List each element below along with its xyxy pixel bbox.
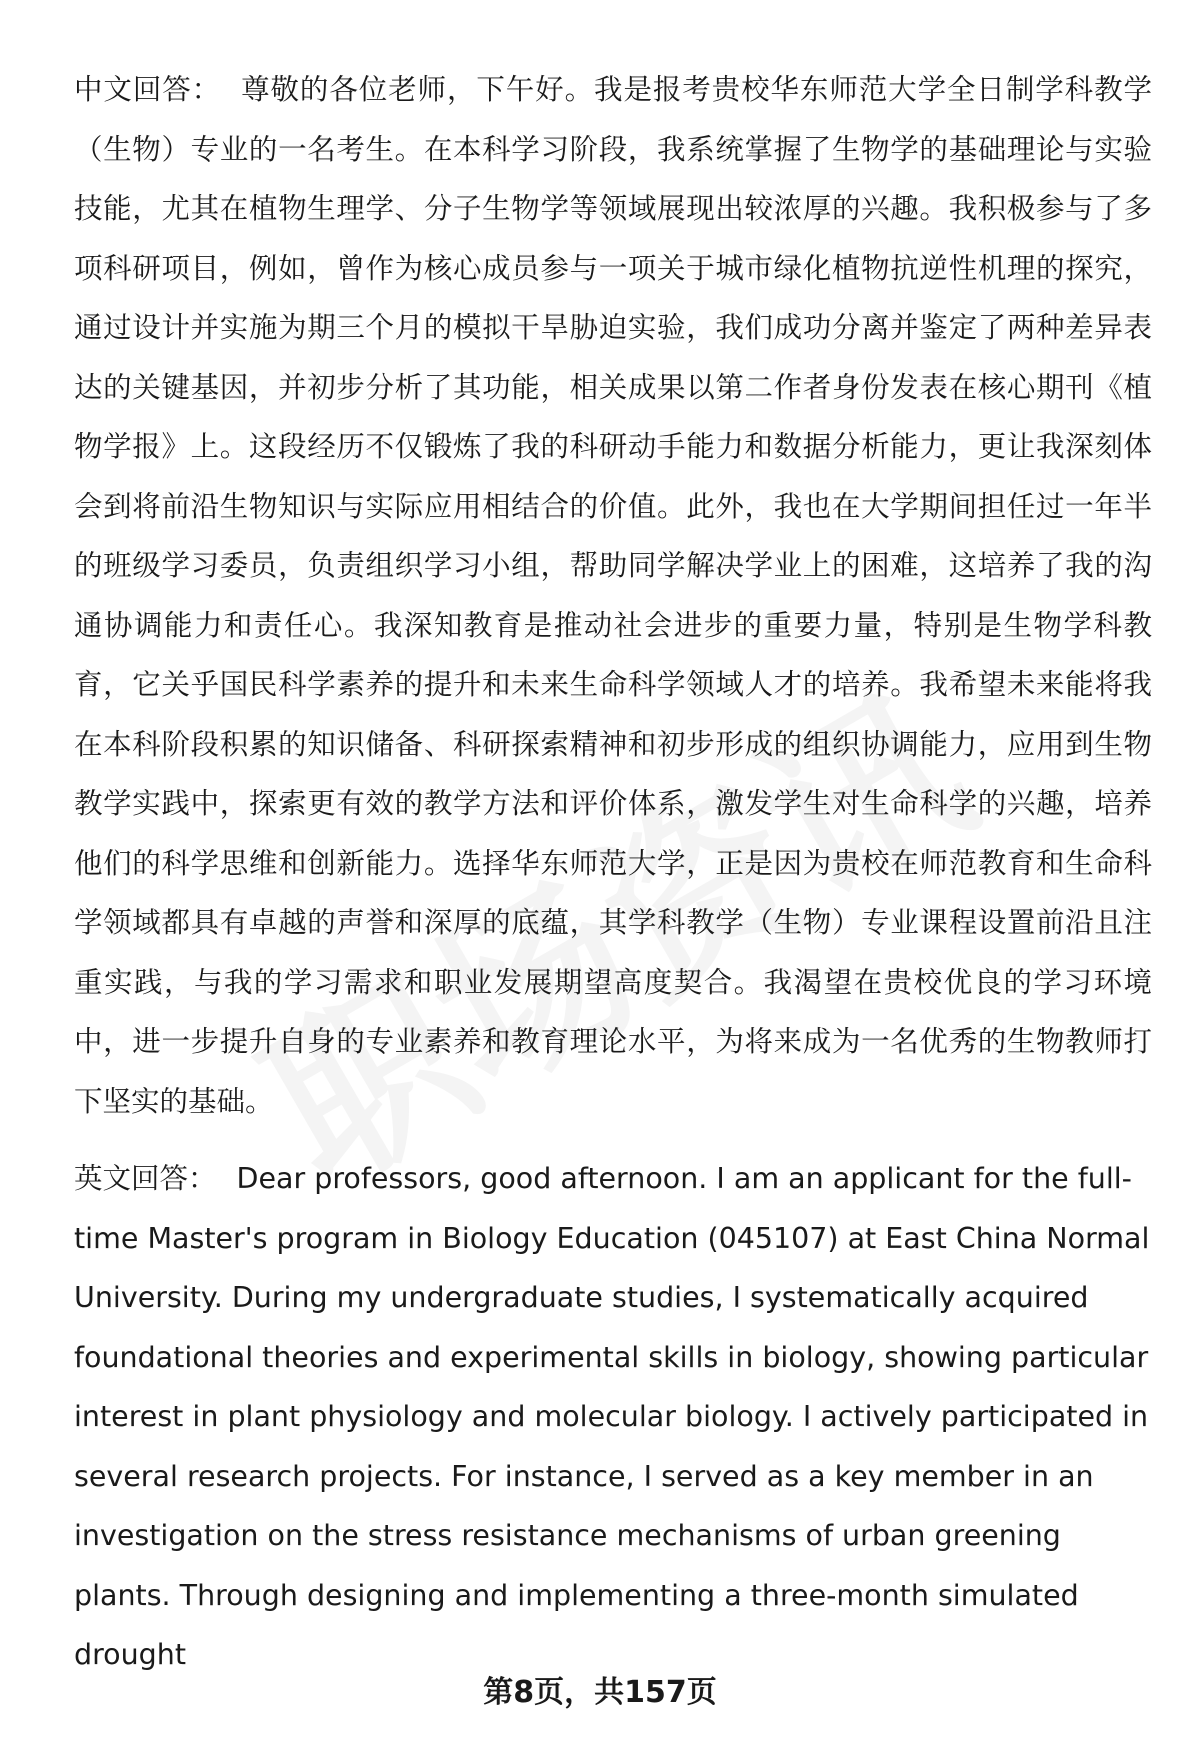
chinese-answer-paragraph bbox=[74, 60, 1152, 1131]
english-answer-text: Dear professors, good afternoon. I am an applicant for the full-time Master's program in Biology Education (045107) at East China Normal University. During my undergraduate studies, I systematically acquired foundational theories and experimental skills in biology, showing particular interest in plant physiology and molecular biology. I actively participated in several research projects. For instance, I served as a key member in an investigation on the stress resistance mechanisms of urban greening plants. Through designing and implementing a three-month simulated drought bbox=[74, 1162, 1150, 1671]
english-answer-label: 英文回答： bbox=[74, 1162, 217, 1195]
chinese-answer-label: 中文回答： bbox=[74, 73, 222, 106]
chinese-answer-text: 尊敬的各位老师，下午好。我是报考贵校华东师范大学全日制学科教学（生物）专业的一名考生。在本科学习阶段，我系统掌握了生物学的基础理论与实验技能，尤其在植物生理学、分子生物学等领域展现出较浓厚的兴趣。我积极参与了多项科研项目，例如，曾作为核心成员参与一项关于城市绿化植物抗逆性机理的探究，通过设计并实施为期三个月的模拟干旱胁迫实验，我们成功分离并鉴定了两种差异表达的关键基因，并初步分析了其功能，相关成果以第二作者身份发表在核心期刊《植物学报》上。这段经历不仅锻炼了我的科研动手能力和数据分析能力，更让我深刻体会到将前沿生物知识与实际应用相结合的价值。此外，我也在大学期间担任过一年半的班级学习委员，负责组织学习小组，帮助同学解决学业上的困难，这培养了我的沟通协调能力和责任心。我深知教育是推动社会进步的重要力量，特别是生物学科教育，它关乎国民科学素养的提升和未来生命科学领域人才的培养。我希望未来能将我在本科阶段积累的知识储备、科研探索精神和初步形成的组织协调能力，应用到生物教学实践中，探索更有效的教学方法和评价体系，激发学生对生命科学的兴趣，培养他们的科学思维和创新能力。选择华东师范大学，正是因为贵校在师范教育和生命科学领域都具有卓越的声誉和深厚的底蕴，其学科教学（生物）专业课程设置前沿且注重实践，与我的学习需求和职业发展期望高度契合。我渴望在贵校优良的学习环境中，进一步提升自身的专业素养和教育理论水平，为将来成为一名优秀的生物教师打下坚实的基础。 bbox=[74, 73, 1152, 1118]
page-indicator: 第8页，共157页 bbox=[483, 1675, 717, 1710]
english-answer-paragraph bbox=[74, 1149, 1152, 1685]
document-body bbox=[74, 60, 1152, 1685]
